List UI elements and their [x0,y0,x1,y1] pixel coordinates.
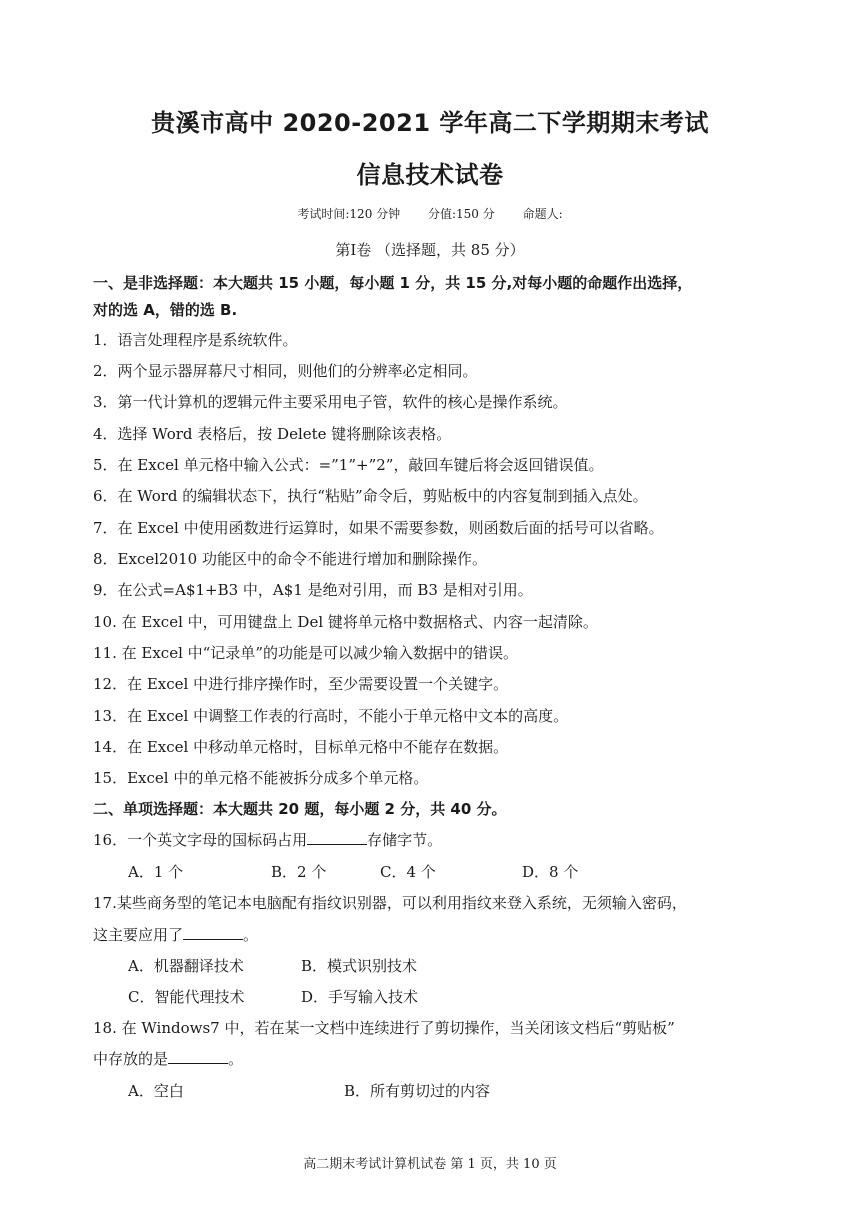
question-18-stem-tail: 。 [228,1050,244,1068]
question-item: 11. 在 Excel 中“记录单”的功能是可以减少输入数据中的错误。 [93,644,518,662]
question-18-stem-text: 中存放的是 [93,1050,169,1068]
question-17-stem-tail: 。 [243,926,259,944]
section2-heading: 二、单项选择题：本大题共 20 题，每小题 2 分，共 40 分。 [93,800,507,818]
question-item: 2．两个显示器屏幕尺寸相同，则他们的分辨率必定相同。 [93,362,478,380]
question-16-stem-text: 16．一个英文字母的国标码占用 [93,831,308,849]
question-item: 8．Excel2010 功能区中的命令不能进行增加和删除操作。 [93,550,487,568]
question-item: 13．在 Excel 中调整工作表的行高时，不能小于单元格中文本的高度。 [93,707,569,725]
exam-title: 贵溪市高中 2020-2021 学年高二下学期期末考试 [151,109,709,137]
question-item: 4．选择 Word 表格后，按 Delete 键将删除该表格。 [93,425,452,443]
question-16-option-b: B．2 个 [271,863,327,881]
question-17-stem-cont [93,925,258,945]
section1-heading: 一、是非选择题：本大题共 15 小题，每小题 1 分，共 15 分,对每小题的命题作出选择， [93,274,693,292]
question-18-option-a: A．空白 [128,1082,184,1100]
exam-setter: 命题人: [522,207,563,221]
question-item: 3．第一代计算机的逻辑元件主要采用电子管，软件的核心是操作系统。 [93,393,568,411]
section1-heading-cont: 对的选 A，错的选 B. [93,301,238,319]
exam-subtitle: 信息技术试卷 [356,161,504,189]
question-item: 10. 在 Excel 中，可用键盘上 Del 键将单元格中数据格式、内容一起清除。 [93,613,598,631]
exam-time: 考试时间:120 分钟 [297,207,401,221]
question-item: 9．在公式=A$1+B3 中，A$1 是绝对引用，而 B3 是相对引用。 [93,581,533,599]
question-16-stem [93,830,442,850]
question-17-option-b: B．模式识别技术 [301,957,418,975]
question-17-option-d: D．手写输入技术 [301,988,419,1006]
question-17-stem: 17.某些商务型的笔记本电脑配有指纹识别器，可以利用指纹来登入系统，无须输入密码， [93,894,687,912]
question-item: 7．在 Excel 中使用函数进行运算时，如果不需要参数，则函数后面的括号可以省略。 [93,519,664,537]
question-17-stem-text: 这主要应用了 [93,926,184,944]
question-17-option-c: C．智能代理技术 [128,988,245,1006]
page-footer: 高二期末考试计算机试卷 第 1 页，共 10 页 [303,1157,557,1172]
volume-heading: 第Ⅰ卷 （选择题，共 85 分） [335,241,525,259]
exam-meta [0,205,860,222]
question-18-stem-cont [93,1049,243,1069]
question-item: 5．在 Excel 单元格中输入公式：=”1”+”2”，敲回车键后将会返回错误值。 [93,456,604,474]
question-item: 15．Excel 中的单元格不能被拆分成多个单元格。 [93,769,429,787]
question-18-option-b: B．所有剪切过的内容 [344,1082,491,1100]
question-item: 12．在 Excel 中进行排序操作时，至少需要设置一个关键字。 [93,675,509,693]
question-16-option-c: C．4 个 [380,863,436,881]
question-16-stem-tail: 存储字节。 [367,831,443,849]
answer-blank [183,925,243,940]
question-17-option-a: A．机器翻译技术 [128,957,244,975]
exam-score: 分值:150 分 [427,207,495,221]
question-item: 1．语言处理程序是系统软件。 [93,331,298,349]
question-18-stem: 18. 在 Windows7 中，若在某一文档中连续进行了剪切操作，当关闭该文档后“剪贴板” [93,1019,675,1037]
answer-blank [307,830,367,845]
answer-blank [168,1049,228,1064]
question-item: 14．在 Excel 中移动单元格时，目标单元格中不能存在数据。 [93,738,509,756]
question-16-option-d: D．8 个 [522,863,579,881]
question-16-option-a: A．1 个 [128,863,184,881]
question-item: 6．在 Word 的编辑状态下，执行“粘贴”命令后，剪贴板中的内容复制到插入点处。 [93,487,648,505]
